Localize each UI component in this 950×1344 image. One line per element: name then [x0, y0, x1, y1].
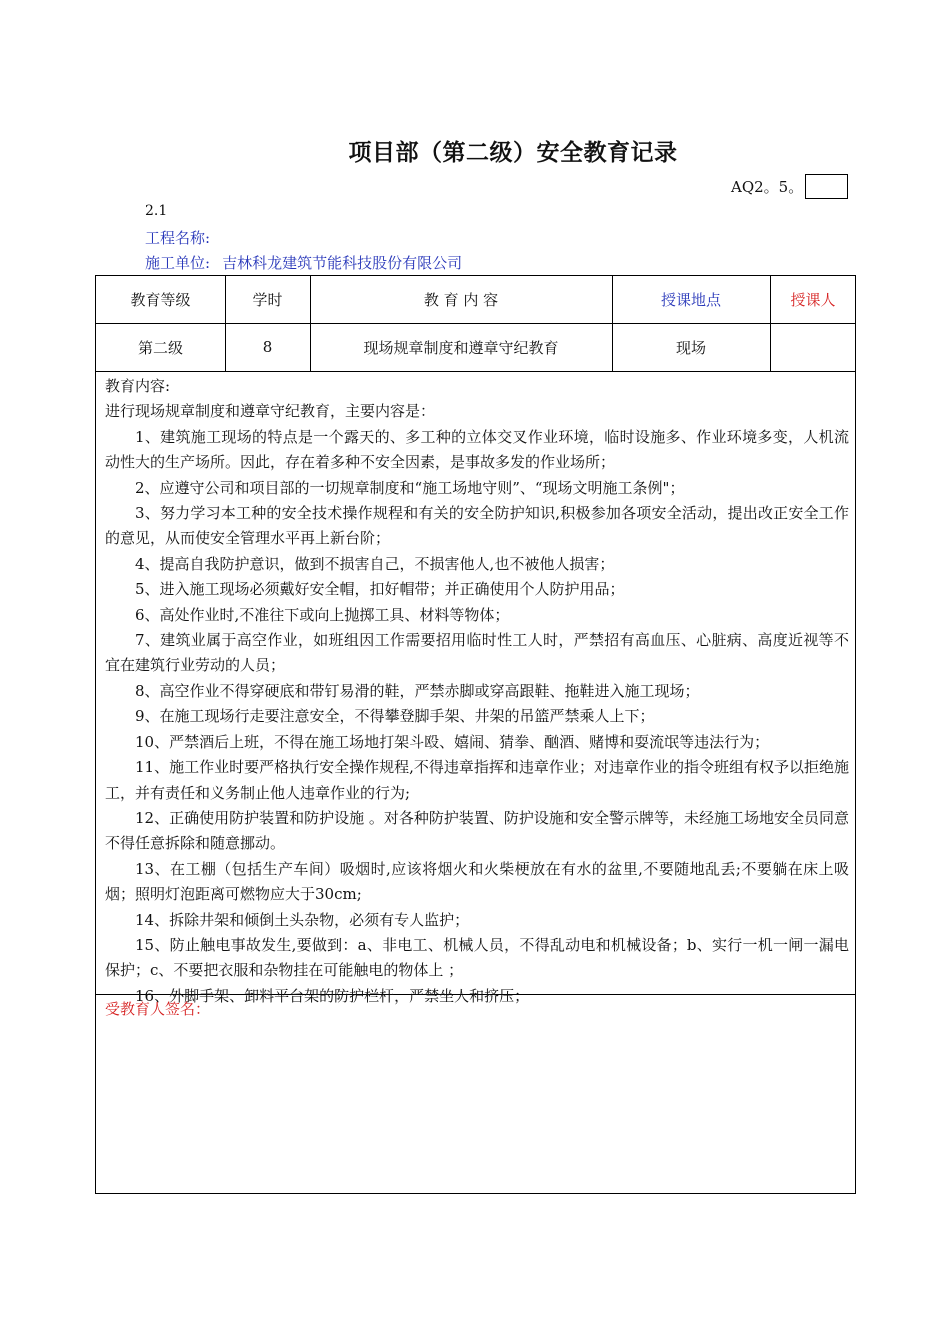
content-item: 15、防止触电事故发生,要做到：a、非电工、机械人员，不得乱动电和机械设备；b、实行一机一闸一漏电保护；c、不要把衣服和杂物挂在可能触电的物体上 ；	[105, 935, 849, 980]
content-item: 16、外脚手架、卸料平台架的防护栏杆，严禁坐人和挤压；	[135, 986, 530, 1005]
page-title: 项目部（第二级）安全教育记录	[348, 140, 678, 166]
header-content: 教 育 内 容	[423, 291, 499, 309]
education-content	[105, 374, 849, 1009]
row-location: 现场	[675, 338, 706, 357]
content-intro: 进行现场规章制度和遵章守纪教育，主要内容是：	[105, 402, 436, 421]
content-item: 2、应遵守公司和项目部的一切规章制度和“施工场地守则”、“现场文明施工条例"；	[135, 478, 685, 497]
table-divider	[96, 371, 855, 372]
content-item: 6、高处作业时,不准往下或向上抛掷工具、材料等物体；	[135, 605, 510, 624]
content-item: 9、在施工现场行走要注意安全，不得攀登脚手架、井架的吊篮严禁乘人上下；	[135, 707, 655, 726]
row-education-level: 第二级	[137, 338, 183, 357]
project-name-label: 工程名称:	[145, 229, 211, 247]
education-record-table	[95, 275, 856, 1194]
row-hours: 8	[262, 338, 273, 356]
document-code: AQ2。5。	[731, 178, 804, 196]
content-item: 4、提高自我防护意识，做到不损害自己，不损害他人,也不被他人损害；	[135, 554, 615, 573]
content-item: 11、施工作业时要严格执行安全操作规程,不得违章指挥和违章作业；对违章作业的指令班组有权予以拒绝施工，并有责任和义务制止他人违章作业的行为;	[105, 758, 849, 802]
header-location: 授课地点	[660, 291, 721, 309]
content-item: 10、严禁酒后上班，不得在施工场地打架斗殴、嬉闹、猜拳、酗酒、赌博和耍流氓等违法行为；	[135, 732, 770, 751]
header-instructor: 授课人	[790, 291, 836, 309]
header-hours: 学时	[252, 291, 283, 309]
content-item: 8、高空作业不得穿硬底和带钉易滑的鞋，严禁赤脚或穿高跟鞋、拖鞋进入施工现场；	[135, 681, 700, 700]
content-label: 教育内容:	[105, 377, 171, 395]
construction-unit	[145, 252, 462, 273]
construction-unit-label: 施工单位:	[145, 254, 211, 272]
document-code-box	[805, 174, 848, 199]
construction-unit-value: 吉林科龙建筑节能科技股份有限公司	[222, 254, 463, 272]
signature-label: 受教育人签名：	[105, 1000, 211, 1018]
header-education-level: 教育等级	[130, 291, 191, 309]
content-item: 7、建筑业属于高空作业，如班组因工作需要招用临时性工人时，严禁招有高血压、心脏病、高度近视等不宜在建筑行业劳动的人员；	[105, 631, 849, 675]
content-item: 3、努力学习本工种的安全技术操作规程和有关的安全防护知识,积极参加各项安全活动，提出改正安全工作的意见，从而使安全管理水平再上新台阶；	[105, 504, 849, 548]
content-item: 12、正确使用防护装置和防护设施 。对各种防护装置、防护设施和安全警示牌等，未经施工场地安全员同意不得任意拆除和随意挪动。	[105, 808, 849, 853]
content-item: 13、在工棚（包括生产车间）吸烟时,应该将烟火和火柴梗放在有水的盆里,不要随地乱丢;不要躺在床上吸烟；照明灯泡距离可燃物应大于30cm;	[105, 859, 849, 904]
document-version: 2.1	[145, 203, 168, 219]
content-item: 1、建筑施工现场的特点是一个露天的、多工种的立体交叉作业环境，临时设施多、作业环境多变，人机流动性大的生产场所。因此，存在着多种不安全因素，是事故多发的作业场所；	[105, 427, 849, 472]
row-content: 现场规章制度和遵章守纪教育	[363, 338, 559, 357]
row-instructor	[770, 323, 856, 371]
content-item: 14、拆除井架和倾倒土头杂物，必须有专人监护；	[135, 910, 470, 929]
content-item: 5、进入施工现场必须戴好安全帽，扣好帽带；并正确使用个人防护用品；	[135, 580, 625, 599]
